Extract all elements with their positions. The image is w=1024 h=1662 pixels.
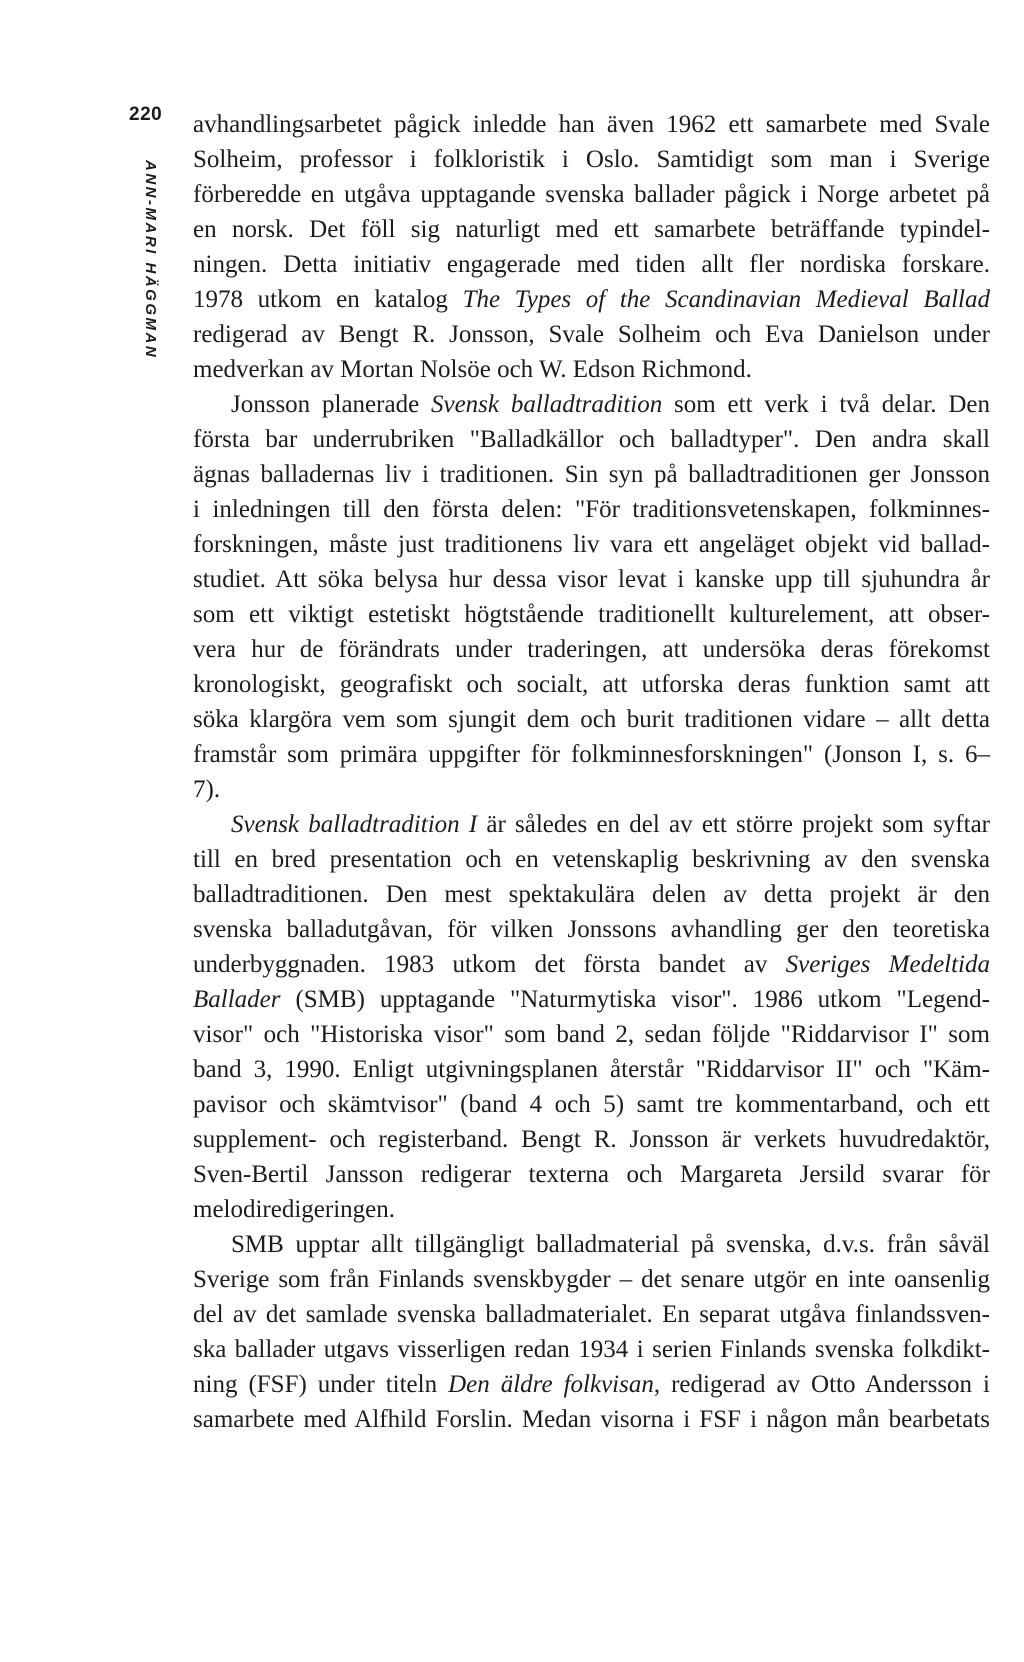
text-line: till en bred presentation och en vetenskaplig beskrivning av den svenska (193, 846, 990, 873)
text-line: ägnas balladernas liv i traditionen. Sin syn på balladtraditionen ger Jonsson (193, 461, 990, 488)
text-line: 7). (193, 776, 221, 803)
text-line: pavisor och skämtvisor" (band 4 och 5) samt tre kommentarband, och ett (193, 1091, 990, 1118)
text-line: ska ballader utgavs visserligen redan 1934 i serien Finlands svenska folkdikt- (193, 1336, 990, 1363)
text-line: Sverige som från Finlands svenskbygder – det senare utgör en inte oansenlig (193, 1266, 990, 1293)
text-line: studiet. Att söka belysa hur dessa visor levat i kanske upp till sjuhundra år (193, 566, 990, 593)
text-line: ning (FSF) under titeln Den äldre folkvisan, redigerad av Otto Andersson i (193, 1371, 990, 1398)
text-line: melodiredigeringen. (193, 1196, 396, 1223)
text-line: ningen. Detta initiativ engagerade med tiden allt fler nordiska forskare. (193, 251, 990, 278)
text-line: band 3, 1990. Enligt utgivningsplanen återstår "Riddarvisor II" och "Käm- (193, 1056, 990, 1083)
text-line: avhandlingsarbetet pågick inledde han även 1962 ett samarbete med Svale (193, 111, 990, 138)
text-line: Ballader (SMB) upptagande "Naturmytiska visor". 1986 utkom "Legend- (193, 986, 990, 1013)
text-line: i inledningen till den första delen: "För traditionsvetenskapen, folkminnes- (193, 496, 990, 523)
text-line: framstår som primära uppgifter för folkminnesforskningen" (Jonson I, s. 6– (193, 741, 990, 768)
text-line: Svensk balladtradition I är således en del av ett större projekt som syftar (231, 811, 991, 838)
text-line: förberedde en utgåva upptagande svenska ballader pågick i Norge arbetet på (193, 181, 990, 208)
text-line: vera hur de förändrats under traderingen, att undersöka deras förekomst (193, 636, 990, 663)
text-line: som ett viktigt estetiskt högtstående traditionellt kulturelement, att obser- (193, 601, 990, 628)
text-line: kronologiskt, geografiskt och socialt, att utforska deras funktion samt att (193, 671, 990, 698)
text-line: visor" och "Historiska visor" som band 2, sedan följde "Riddarvisor I" som (193, 1021, 990, 1048)
text-line: en norsk. Det föll sig naturligt med ett samarbete beträffande typindel- (193, 216, 990, 243)
text-line: del av det samlade svenska balladmaterialet. En separat utgåva finlandssven- (193, 1301, 990, 1328)
text-line: Solheim, professor i folkloristik i Oslo. Samtidigt som man i Sverige (193, 146, 990, 173)
text-line: supplement- och registerband. Bengt R. Jonsson är verkets huvudredaktör, (193, 1126, 990, 1153)
text-line: redigerad av Bengt R. Jonsson, Svale Solheim och Eva Danielson under (193, 321, 990, 348)
text-line: SMB upptar allt tillgängligt balladmaterial på svenska, d.v.s. från såväl (231, 1231, 990, 1258)
page-number: 220 (129, 104, 163, 125)
body-text (193, 107, 990, 1437)
text-line: söka klargöra vem som sjungit dem och burit traditionen vidare – allt detta (193, 706, 990, 733)
text-line: svenska balladutgåvan, för vilken Jonssons avhandling ger den teoretiska (193, 916, 990, 943)
text-line: Sven-Bertil Jansson redigerar texterna och Margareta Jersild svarar för (193, 1161, 990, 1188)
text-line: Jonsson planerade Svensk balladtradition som ett verk i två delar. Den (231, 391, 991, 418)
text-line: underbyggnaden. 1983 utkom det första bandet av Sveriges Medeltida (193, 951, 990, 978)
text-line: 1978 utkom en katalog The Types of the Scandinavian Medieval Ballad (193, 286, 990, 313)
text-line: medverkan av Mortan Nolsöe och W. Edson Richmond. (193, 356, 752, 383)
text-line: forskningen, måste just traditionens liv vara ett angeläget objekt vid ballad- (193, 531, 990, 558)
text-line: första bar underrubriken "Balladkällor och balladtyper". Den andra skall (193, 426, 990, 453)
text-line: samarbete med Alfhild Forslin. Medan visorna i FSF i någon mån bearbetats (193, 1406, 990, 1433)
text-line: balladtraditionen. Den mest spektakulära delen av detta projekt är den (193, 881, 990, 908)
running-head-author: ANN-MARI HÄGGMAN (142, 160, 159, 360)
